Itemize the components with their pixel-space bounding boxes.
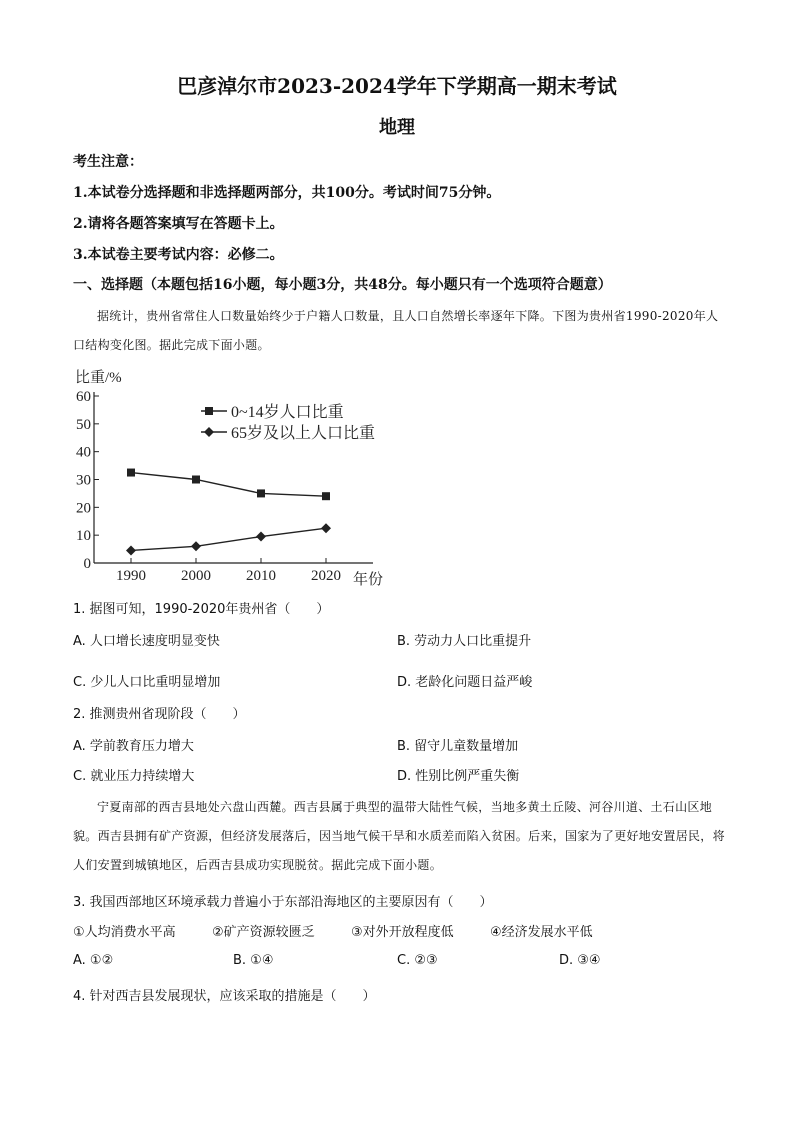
notes-heading: 考生注意： xyxy=(73,154,143,170)
series-1-point xyxy=(257,489,265,497)
legend-label-2: 65岁及以上人口比重 xyxy=(231,425,376,442)
x-tick-label: 2020 xyxy=(311,568,341,584)
legend-marker-2 xyxy=(204,427,214,437)
q3-statement-3: ③对外开放程度低 xyxy=(351,925,454,940)
q2-option-d[interactable]: D. 性别比例严重失衡 xyxy=(397,769,520,784)
section-1-title: 一、选择题（本题包括16小题，每小题3分，共48分。每小题只有一个选项符合题意） xyxy=(73,277,612,293)
note-item-1: 1.本试卷分选择题和非选择题两部分，共100分。考试时间75分钟。 xyxy=(73,185,501,201)
population-structure-chart xyxy=(73,362,403,592)
q1-option-b[interactable]: B. 劳动力人口比重提升 xyxy=(397,634,532,649)
q1-option-d[interactable]: D. 老龄化问题日益严峻 xyxy=(397,675,533,690)
q3-option-a[interactable]: A. ①② xyxy=(73,953,114,968)
series-2-point xyxy=(191,541,201,551)
exam-title: 巴彦淖尔市2023-2024学年下学期高一期末考试 xyxy=(177,74,617,98)
q1-option-a[interactable]: A. 人口增长速度明显变快 xyxy=(73,634,220,649)
q3-option-d[interactable]: D. ③④ xyxy=(559,953,601,968)
question-1-stem: 1. 据图可知，1990-2020年贵州省（ ） xyxy=(73,602,330,617)
x-axis-title: 年份 xyxy=(353,572,384,588)
question-4-stem: 4. 针对西吉县发展现状，应该采取的措施是（ ） xyxy=(73,989,376,1004)
series-line-1 xyxy=(131,473,326,497)
y-tick-label: 30 xyxy=(76,472,91,489)
legend-label-1: 0~14岁人口比重 xyxy=(231,404,344,421)
q2-option-c[interactable]: C. 就业压力持续增大 xyxy=(73,769,195,784)
series-1-point xyxy=(322,492,330,500)
question-2-stem: 2. 推测贵州省现阶段（ ） xyxy=(73,707,246,722)
q2-option-a[interactable]: A. 学前教育压力增大 xyxy=(73,739,194,754)
note-item-2: 2.请将各题答案填写在答题卡上。 xyxy=(73,216,284,232)
series-2-point xyxy=(321,523,331,533)
legend-marker-1 xyxy=(205,407,213,415)
series-1-point xyxy=(192,476,200,484)
y-axis-title: 比重/% xyxy=(75,370,122,386)
note-item-3: 3.本试卷主要考试内容：必修二。 xyxy=(73,247,284,263)
q3-option-c[interactable]: C. ②③ xyxy=(397,953,438,968)
y-tick-label: 0 xyxy=(83,556,91,572)
y-tick-label: 60 xyxy=(76,389,91,405)
series-line-2 xyxy=(131,528,326,550)
y-tick-label: 40 xyxy=(76,444,91,461)
passage-1: 据统计，贵州省常住人口数量始终少于户籍人口数量，且人口自然增长率逐年下降。下图为贵州省1990-2020年人口结构变化图。据此完成下面小题。 xyxy=(73,309,719,352)
series-2-point xyxy=(126,545,136,555)
q2-option-b[interactable]: B. 留守儿童数量增加 xyxy=(397,739,519,754)
question-3-stem: 3. 我国西部地区环境承载力普遍小于东部沿海地区的主要原因有（ ） xyxy=(73,895,493,910)
x-tick-label: 1990 xyxy=(116,568,146,584)
passage-2: 宁夏南部的西吉县地处六盘山西麓。西吉县属于典型的温带大陆性气候，当地多黄土丘陵、河谷川道、土石山区地貌。西吉县拥有矿产资源，但经济发展落后，因当地气候干旱和水质差而陷入贫困。后来，国家为了更好地安置居民，将人们安置到城镇地区，后西吉县成功实现脱贫。据此完成下面小题。 xyxy=(73,800,725,872)
y-tick-label: 10 xyxy=(76,528,91,545)
q1-option-c[interactable]: C. 少儿人口比重明显增加 xyxy=(73,675,221,690)
q3-statement-4: ④经济发展水平低 xyxy=(490,925,593,940)
q3-option-b[interactable]: B. ①④ xyxy=(233,953,274,968)
series-1-point xyxy=(127,469,135,477)
y-tick-label: 20 xyxy=(76,500,91,517)
q3-statement-1: ①人均消费水平高 xyxy=(73,925,176,940)
subject-title: 地理 xyxy=(379,117,415,138)
x-tick-label: 2000 xyxy=(181,568,211,584)
y-tick-label: 50 xyxy=(76,416,91,433)
series-2-point xyxy=(256,532,266,542)
x-tick-label: 2010 xyxy=(246,568,276,584)
q3-statement-2: ②矿产资源较匮乏 xyxy=(212,925,315,940)
